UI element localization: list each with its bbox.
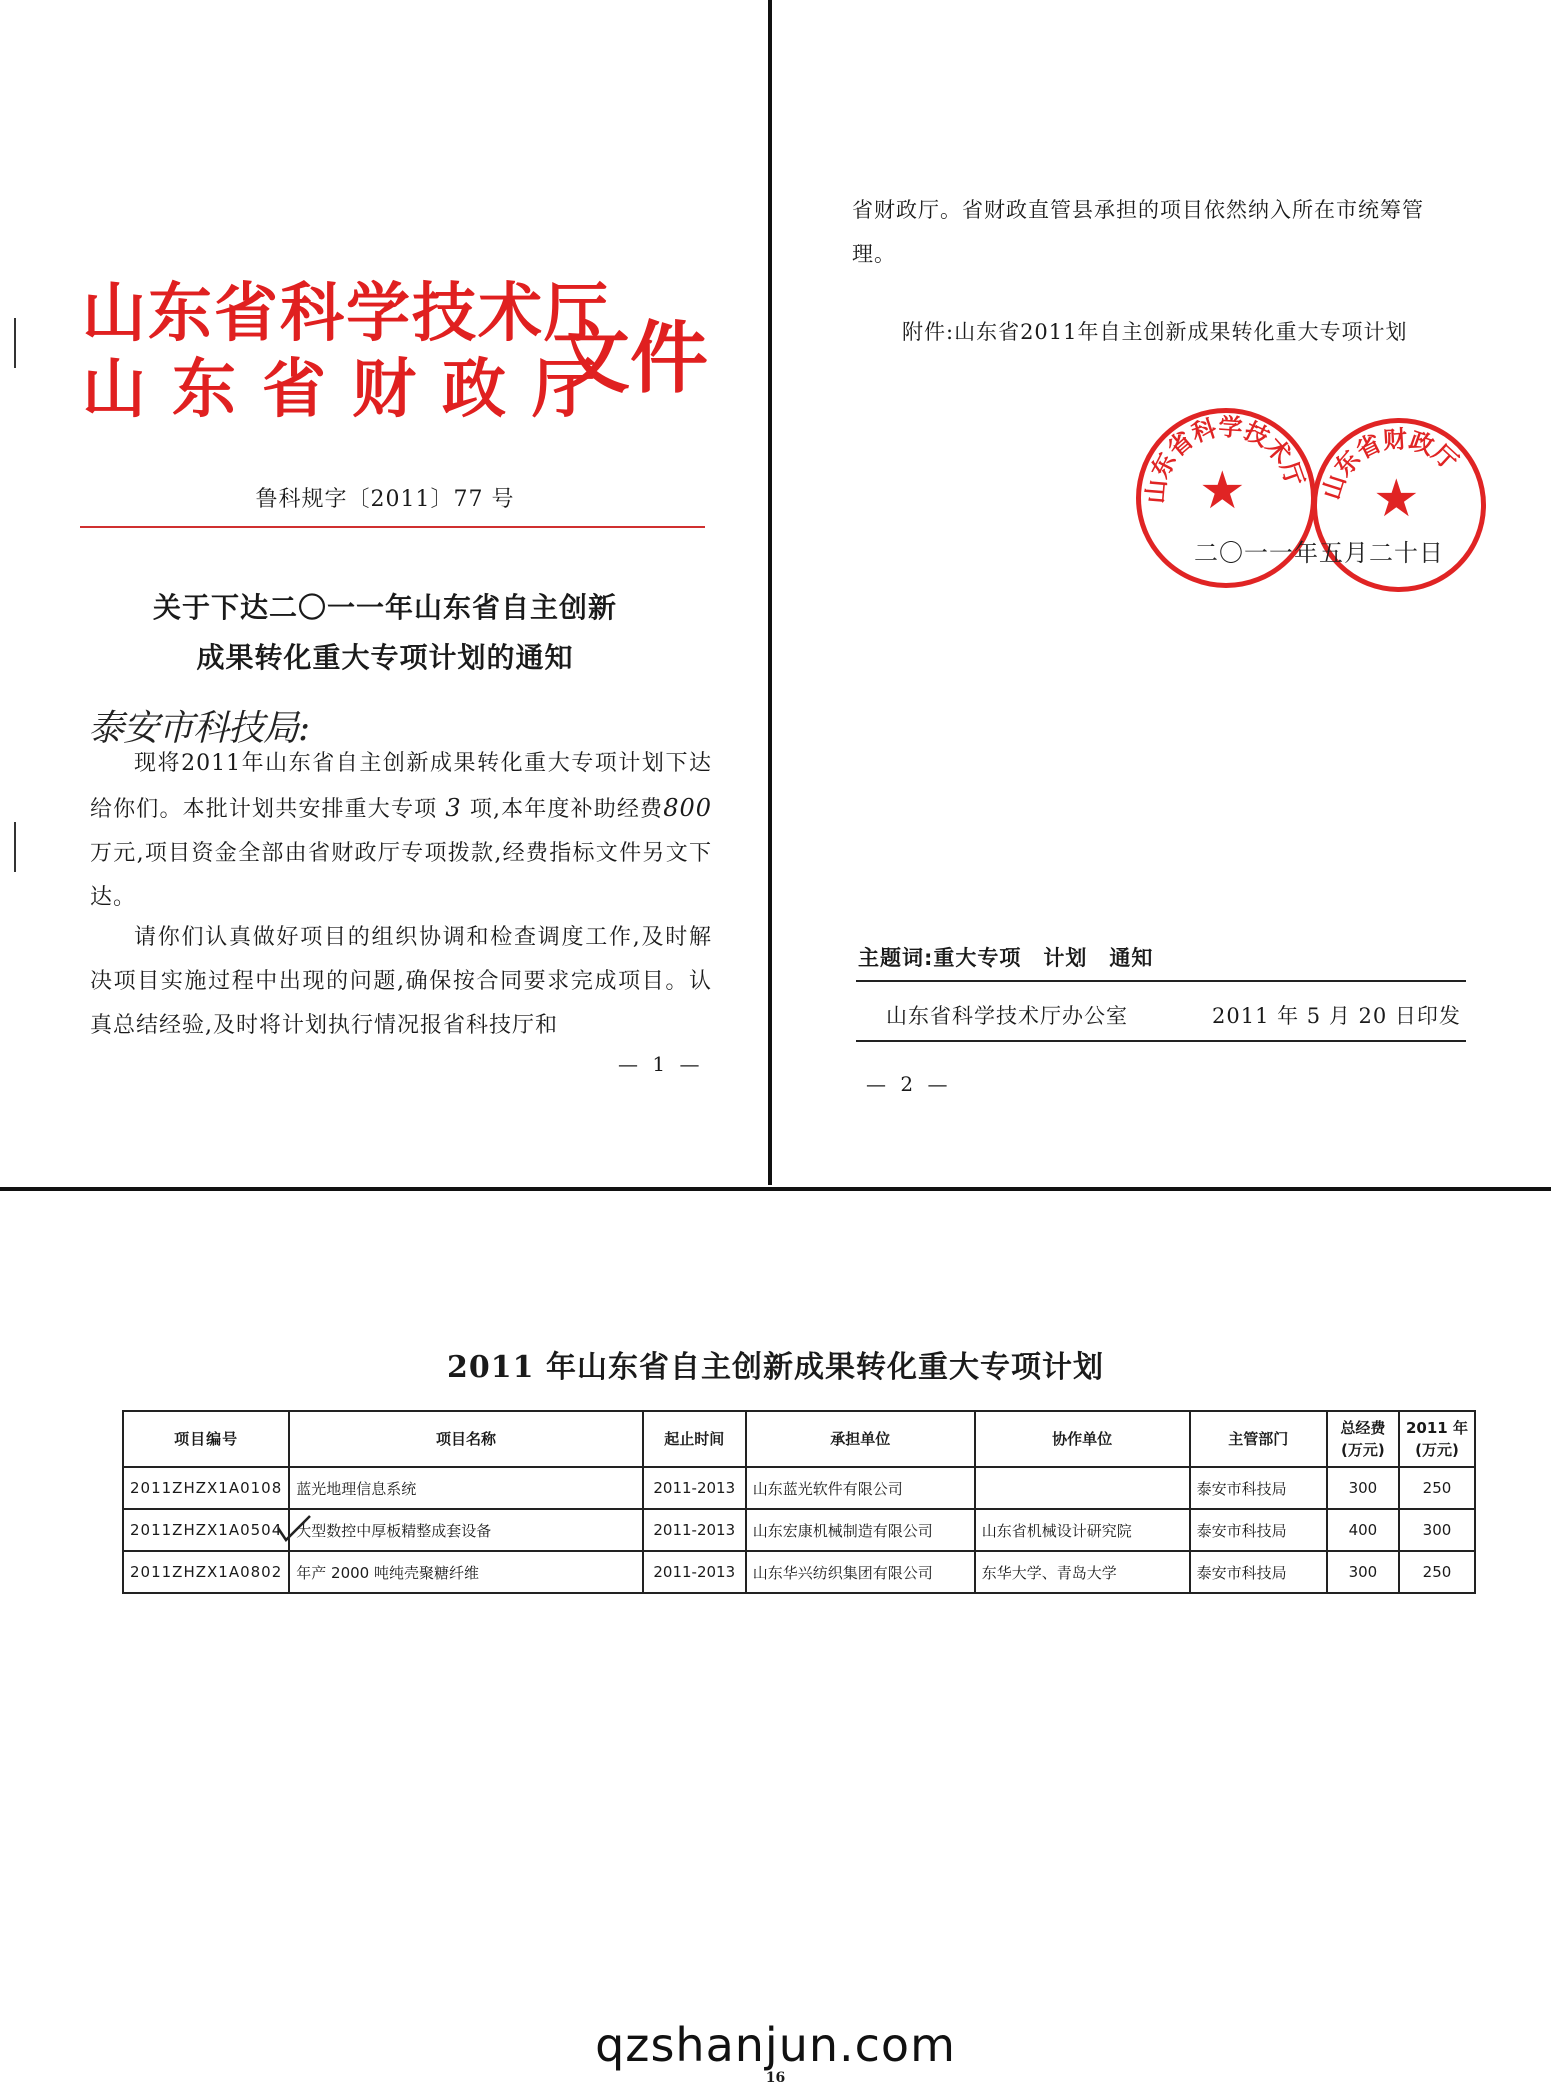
cell-project-code: 2011ZHZX1A0504 xyxy=(123,1509,289,1551)
header-suffix: 文件 xyxy=(552,313,709,404)
page-number-1: — 1 — xyxy=(618,1052,704,1076)
cell-project-name xyxy=(289,1509,643,1551)
header-line-2: 山东省财政厅 xyxy=(82,352,622,427)
page-divider-horizontal xyxy=(0,1187,1551,1191)
header-project-name: 项目名称 xyxy=(289,1411,643,1467)
cell-cooperating-unit: 山东省机械设计研究院 xyxy=(975,1509,1190,1551)
cell-project-name: 年产 2000 吨纯壳聚糖纤维 xyxy=(289,1551,643,1593)
notice-title-line-2: 成果转化重大专项计划的通知 xyxy=(196,641,574,674)
cell-period: 2011-2013 xyxy=(643,1509,746,1551)
scan-margin-mark xyxy=(14,822,16,872)
watermark: qzshanjun.com xyxy=(595,2018,956,2072)
cell-total-funding: 400 xyxy=(1327,1509,1399,1551)
page-number-2: — 2 — xyxy=(866,1072,952,1096)
para1-text-c: 万元,项目资金全部由省财政厅专项拨款,经费指标文件另文下达。 xyxy=(90,841,712,910)
cell-supervising-dept: 泰安市科技局 xyxy=(1190,1509,1327,1551)
scan-margin-mark xyxy=(14,318,16,368)
cell-project-code: 2011ZHZX1A0802 xyxy=(123,1551,289,1593)
cell-project-code: 2011ZHZX1A0108 xyxy=(123,1467,289,1509)
seal-left-text: 山东省科学技术厅 xyxy=(1141,413,1310,505)
cell-year-funding: 300 xyxy=(1399,1509,1475,1551)
sheet-number: 16 xyxy=(765,2070,786,2086)
red-divider xyxy=(80,526,705,528)
document-number: 鲁科规字〔2011〕77 号 xyxy=(255,487,515,512)
cell-supervising-dept: 泰安市科技局 xyxy=(1190,1551,1327,1593)
header-line-1: 山东省科学技术厅 xyxy=(82,276,610,351)
keyword-rule-top xyxy=(856,980,1466,982)
header-project-code: 项目编号 xyxy=(123,1411,289,1467)
header-undertaking-unit: 承担单位 xyxy=(746,1411,975,1467)
table-row xyxy=(123,1467,1475,1509)
seal-right-text: 山东省财政厅 xyxy=(1317,425,1464,503)
attachment-line: 附件:山东省2011年自主创新成果转化重大专项计划 xyxy=(902,320,1408,344)
cell-cooperating-unit: 东华大学、青岛大学 xyxy=(975,1551,1190,1593)
handwritten-amount: 800 xyxy=(663,794,712,822)
seal-star-icon: ★ xyxy=(1373,469,1420,529)
header-period: 起止时间 xyxy=(643,1411,746,1467)
cell-year-funding: 250 xyxy=(1399,1551,1475,1593)
keyword-rule-bottom xyxy=(856,1040,1466,1042)
body-continuation: 省财政厅。省财政直管县承担的项目依然纳入所在市统筹管理。 xyxy=(852,198,1424,266)
header-cooperating-unit: 协作单位 xyxy=(975,1411,1190,1467)
cell-year-funding: 250 xyxy=(1399,1467,1475,1509)
subject-keywords: 主题词:重大专项 计划 通知 xyxy=(858,946,1154,970)
table-title: 2011 年山东省自主创新成果转化重大专项计划 xyxy=(447,1350,1104,1385)
notice-title-line-1: 关于下达二〇一一年山东省自主创新 xyxy=(152,591,617,624)
cell-period: 2011-2013 xyxy=(643,1467,746,1509)
header-supervising-dept: 主管部门 xyxy=(1190,1411,1327,1467)
cell-total-funding: 300 xyxy=(1327,1467,1399,1509)
issuing-office: 山东省科学技术厅办公室 xyxy=(886,1004,1128,1028)
table-header-row xyxy=(123,1411,1475,1467)
signed-date: 二〇一一年五月二十日 xyxy=(1194,539,1444,567)
header-year-unit: (万元) xyxy=(1415,1441,1459,1459)
cell-total-funding: 300 xyxy=(1327,1551,1399,1593)
print-date: 2011 年 5 月 20 日印发 xyxy=(1212,1004,1461,1028)
cell-project-name: 蓝光地理信息系统 xyxy=(289,1467,643,1509)
header-year-label: 2011 年 xyxy=(1405,1419,1468,1437)
header-total-funding xyxy=(1327,1411,1399,1467)
table-row xyxy=(123,1551,1475,1593)
handwritten-project-count: 3 xyxy=(445,794,462,822)
handwritten-recipient: 泰安市科技局: xyxy=(88,708,310,749)
cell-supervising-dept: 泰安市科技局 xyxy=(1190,1467,1327,1509)
cell-undertaking-unit: 山东宏康机械制造有限公司 xyxy=(746,1509,975,1551)
header-total-label: 总经费 xyxy=(1340,1419,1386,1437)
cell-undertaking-unit: 山东蓝光软件有限公司 xyxy=(746,1467,975,1509)
cell-undertaking-unit: 山东华兴纺织集团有限公司 xyxy=(746,1551,975,1593)
cell-cooperating-unit xyxy=(975,1467,1190,1509)
cell-project-name-text: 大型数控中厚板精整成套设备 xyxy=(296,1521,492,1540)
cell-period: 2011-2013 xyxy=(643,1551,746,1593)
seal-star-icon: ★ xyxy=(1199,461,1246,521)
para1-text-b: 项,本年度补助经费 xyxy=(469,797,664,822)
header-year-funding xyxy=(1399,1411,1475,1467)
body-paragraph-1 xyxy=(90,742,712,920)
header-total-unit: (万元) xyxy=(1341,1441,1385,1459)
project-plan-table xyxy=(122,1410,1476,1594)
table-row xyxy=(123,1509,1475,1551)
para1-text-a: 现将2011年山东省自主创新成果转化重大专项计划下达给你们。本批计划共安排重大专项 xyxy=(90,751,712,822)
body-paragraph-2: 请你们认真做好项目的组织协调和检查调度工作,及时解决项目实施过程中出现的问题,确保按合同要求完成项目。认真总结经验,及时将计划执行情况报省科技厅和 xyxy=(90,925,712,1038)
handwritten-check-icon xyxy=(276,1514,312,1544)
